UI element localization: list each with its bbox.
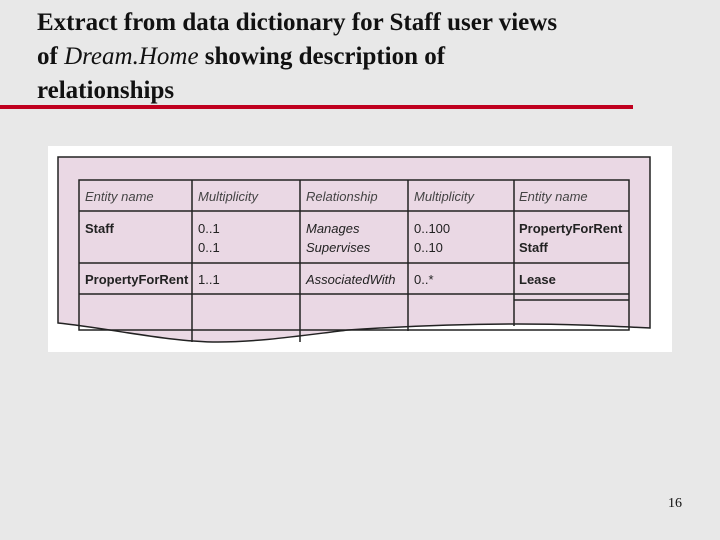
row1-entity2-b: Staff: [519, 240, 548, 255]
header-entity-name-2: Entity name: [519, 189, 588, 204]
row1-multiplicity2-a: 0..100: [414, 221, 451, 236]
slide-title: [37, 6, 657, 108]
row2-entity: PropertyForRent: [85, 272, 189, 287]
row1-relationship-a: Manages: [306, 221, 360, 236]
data-dictionary-figure: [48, 146, 672, 352]
title-line-1: Extract from data dictionary for Staff user views: [37, 9, 558, 36]
row1-multiplicity2-b: 0..10: [414, 240, 443, 255]
row1-relationship-b: Supervises: [306, 240, 371, 255]
title-line-2-prefix: of: [37, 43, 65, 70]
title-underline: [0, 105, 633, 109]
page-number: 16: [668, 496, 682, 511]
header-multiplicity-2: Multiplicity: [414, 189, 474, 204]
row1-entity: Staff: [85, 221, 114, 236]
header-relationship: Relationship: [306, 189, 378, 204]
header-multiplicity-1: Multiplicity: [198, 189, 258, 204]
row1-multiplicity1-b: 0..1: [198, 240, 220, 255]
title-line-3: relationships: [37, 77, 175, 104]
data-dictionary-table: [48, 146, 672, 352]
row2-entity2: Lease: [519, 272, 556, 287]
row2-relationship: AssociatedWith: [306, 272, 396, 287]
title-line-2-italic: Dream.Home: [64, 43, 199, 70]
row1-entity2-a: PropertyForRent: [519, 221, 623, 236]
title-line-2: [37, 40, 657, 74]
row2-multiplicity2: 0..*: [414, 272, 434, 287]
title-line-2-suffix: showing description of: [198, 43, 446, 70]
header-entity-name-1: Entity name: [85, 189, 154, 204]
row1-multiplicity1-a: 0..1: [198, 221, 220, 236]
row2-multiplicity1: 1..1: [198, 272, 220, 287]
